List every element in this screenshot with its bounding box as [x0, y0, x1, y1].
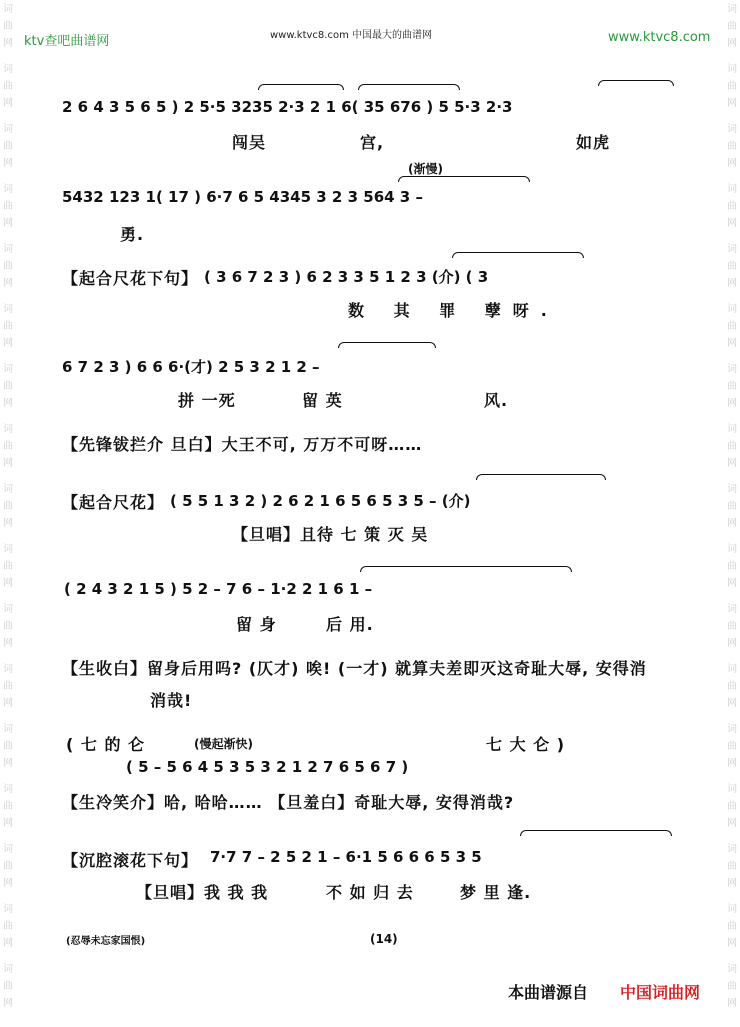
watermark-char: 词: [3, 64, 13, 75]
watermark-char: 曲: [3, 21, 13, 32]
watermark-char: 词: [727, 964, 737, 975]
watermark-char: 词: [3, 364, 13, 375]
footer-title: (忍辱未忘家国恨): [66, 936, 146, 947]
watermark-char: 曲: [3, 441, 13, 452]
score-line-9-music: ( 5 – 5 6 4 5 3 5 3 2 1 2 7 6 5 6 7 ): [126, 758, 409, 776]
watermark-char: 网: [3, 38, 13, 49]
tempo-mark-manqi-jiankuai: (慢起渐快): [194, 737, 253, 751]
slur-mark: [358, 84, 460, 90]
watermark-char: 词: [3, 964, 13, 975]
watermark-char: 网: [727, 578, 737, 589]
watermark-char: 词: [3, 484, 13, 495]
watermark-char: 网: [727, 518, 737, 529]
watermark-char: 曲: [727, 261, 737, 272]
watermark-char: 网: [727, 398, 737, 409]
site-tagline: www.ktvc8.com 中国最大的曲谱网: [270, 30, 433, 41]
site-name-left: ktv查吧曲谱网: [24, 34, 110, 49]
section-label-qihe-chihua-xiaju: 【起合尺花下句】: [62, 269, 199, 288]
watermark-char: 曲: [3, 261, 13, 272]
watermark-char: 网: [727, 158, 737, 169]
right-watermark-column: [724, 0, 740, 1027]
watermark-char: 网: [3, 698, 13, 709]
slur-mark: [598, 80, 674, 86]
watermark-char: 词: [3, 784, 13, 795]
watermark-char: 曲: [3, 201, 13, 212]
watermark-char: 词: [727, 604, 737, 615]
source-site-link[interactable]: 中国词曲网: [620, 983, 701, 1002]
watermark-char: 曲: [727, 801, 737, 812]
watermark-char: 词: [3, 244, 13, 255]
watermark-char: 曲: [3, 921, 13, 932]
watermark-char: 网: [727, 758, 737, 769]
watermark-char: 曲: [3, 561, 13, 572]
lyric-line-11-b: 不 如 归 去: [326, 883, 414, 902]
lyric-line-3: 数 其 罪 孽呀.: [348, 301, 559, 320]
watermark-char: 网: [3, 758, 13, 769]
stage-direction-1: 【先锋钹拦介 旦白】大王不可, 万万不可呀……: [62, 435, 423, 454]
watermark-char: 词: [3, 544, 13, 555]
lyric-line-1-a: 闯吴: [232, 133, 267, 152]
watermark-char: 曲: [727, 441, 737, 452]
watermark-char: 曲: [727, 861, 737, 872]
watermark-char: 曲: [727, 201, 737, 212]
slur-mark: [520, 830, 672, 836]
watermark-char: 曲: [727, 321, 737, 332]
watermark-char: 曲: [727, 981, 737, 992]
watermark-char: 曲: [3, 741, 13, 752]
watermark-char: 网: [3, 218, 13, 229]
watermark-char: 曲: [727, 741, 737, 752]
watermark-char: 网: [3, 518, 13, 529]
watermark-char: 词: [3, 604, 13, 615]
section-label-qihe-chihua: 【起合尺花】: [62, 493, 165, 512]
watermark-char: 词: [727, 304, 737, 315]
slur-mark: [258, 84, 344, 90]
watermark-char: 网: [727, 638, 737, 649]
slur-mark: [476, 474, 606, 480]
watermark-char: 词: [727, 364, 737, 375]
watermark-char: 词: [3, 724, 13, 735]
lyric-line-6: 【旦唱】且待 七 策 灭 吴: [232, 525, 429, 544]
watermark-char: 网: [3, 878, 13, 889]
watermark-char: 词: [727, 64, 737, 75]
watermark-char: 网: [727, 938, 737, 949]
watermark-char: 词: [727, 664, 737, 675]
watermark-char: 词: [3, 304, 13, 315]
score-line-1-music: 2 6 4 3 5 6 5 ) 2 5·5 3235 2·3 2 1 6( 35 676 ) 5 5·3 2·3: [62, 98, 513, 116]
watermark-char: 词: [727, 724, 737, 735]
watermark-char: 网: [727, 458, 737, 469]
watermark-char: 曲: [3, 861, 13, 872]
watermark-char: 词: [727, 4, 737, 15]
watermark-char: 网: [727, 338, 737, 349]
watermark-char: 曲: [3, 981, 13, 992]
watermark-char: 词: [3, 844, 13, 855]
watermark-char: 网: [727, 698, 737, 709]
score-line-6-music: ( 5 5 1 3 2 ) 2 6 2 1 6 5 6 5 3 5 – (介): [170, 492, 471, 510]
watermark-char: 网: [3, 998, 13, 1009]
lyric-line-7-a: 留 身: [236, 615, 277, 634]
slur-mark: [452, 252, 584, 258]
site-url-right: www.ktvc8.com: [608, 30, 711, 45]
tempo-mark-jianman: (渐慢): [408, 162, 443, 176]
score-line-4-music: 6 7 2 3 ) 6 6 6·(才) 2 5 3 2 1 2 –: [62, 358, 320, 376]
watermark-char: 曲: [727, 141, 737, 152]
watermark-char: 曲: [3, 141, 13, 152]
watermark-char: 网: [3, 818, 13, 829]
watermark-char: 词: [3, 424, 13, 435]
watermark-char: 曲: [727, 921, 737, 932]
watermark-char: 网: [3, 638, 13, 649]
watermark-char: 网: [727, 38, 737, 49]
watermark-char: 网: [727, 998, 737, 1009]
watermark-char: 网: [727, 818, 737, 829]
watermark-char: 曲: [3, 621, 13, 632]
watermark-char: 词: [727, 484, 737, 495]
watermark-char: 网: [727, 98, 737, 109]
watermark-char: 词: [727, 184, 737, 195]
score-line-7-music: ( 2 4 3 2 1 5 ) 5 2 – 7 6 – 1·2 2 1 6 1 –: [64, 580, 373, 598]
score-line-3-music: ( 3 6 7 2 3 ) 6 2 3 3 5 1 2 3 (介) ( 3: [204, 268, 489, 286]
watermark-char: 词: [727, 544, 737, 555]
watermark-char: 曲: [727, 681, 737, 692]
lyric-line-2: 勇.: [120, 225, 145, 244]
percussion-left: ( 七 的 仑: [66, 735, 146, 754]
watermark-char: 词: [727, 244, 737, 255]
watermark-char: 词: [727, 124, 737, 135]
watermark-char: 词: [727, 844, 737, 855]
watermark-char: 网: [727, 278, 737, 289]
watermark-char: 曲: [727, 381, 737, 392]
stage-direction-3: 【生冷笑介】哈, 哈哈…… 【旦羞白】奇耻大辱, 安得消哉?: [62, 793, 515, 812]
watermark-char: 词: [3, 904, 13, 915]
page-number: (14): [370, 932, 398, 946]
watermark-char: 网: [3, 98, 13, 109]
watermark-char: 曲: [3, 81, 13, 92]
watermark-char: 曲: [3, 381, 13, 392]
source-prefix: 本曲谱源自: [508, 983, 589, 1002]
watermark-char: 网: [3, 938, 13, 949]
lyric-line-4-b: 留 英: [302, 391, 343, 410]
watermark-char: 网: [3, 278, 13, 289]
watermark-char: 曲: [727, 81, 737, 92]
watermark-char: 曲: [727, 621, 737, 632]
section-label-chenqiang-gunhua-xiaju: 【沉腔滚花下句】: [62, 851, 199, 870]
watermark-char: 网: [3, 578, 13, 589]
watermark-char: 词: [727, 424, 737, 435]
left-watermark-column: [0, 0, 16, 1027]
watermark-char: 词: [727, 784, 737, 795]
watermark-char: 词: [3, 184, 13, 195]
watermark-char: 词: [3, 124, 13, 135]
watermark-char: 网: [727, 218, 737, 229]
lyric-line-4-c: 风.: [484, 391, 509, 410]
slur-mark: [338, 342, 436, 348]
score-line-11-music: 7·7 7 – 2 5 2 1 – 6·1 5 6 6 6 5 3 5: [210, 848, 482, 866]
stage-direction-2-cont: 消哉!: [150, 691, 193, 710]
lyric-line-4-a: 拼 一死: [178, 391, 236, 410]
stage-direction-2: 【生收白】留身后用吗? (仄才) 唉! (一才) 就算夫差即灭这奇耻大辱, 安得消: [62, 659, 647, 678]
watermark-char: 曲: [3, 501, 13, 512]
watermark-char: 网: [3, 338, 13, 349]
watermark-char: 网: [727, 878, 737, 889]
lyric-line-11-c: 梦 里 逢.: [460, 883, 532, 902]
watermark-char: 曲: [727, 501, 737, 512]
watermark-char: 曲: [3, 801, 13, 812]
percussion-right: 七 大 仑 ): [486, 735, 566, 754]
lyric-line-1-c: 如虎: [576, 133, 611, 152]
watermark-char: 网: [3, 158, 13, 169]
watermark-char: 曲: [3, 321, 13, 332]
watermark-char: 曲: [727, 21, 737, 32]
score-line-2-music: 5432 123 1( 17 ) 6·7 6 5 4345 3 2 3 564 3 –: [62, 188, 423, 206]
watermark-char: 词: [3, 664, 13, 675]
slur-mark: [398, 176, 530, 182]
watermark-char: 曲: [727, 561, 737, 572]
watermark-char: 词: [727, 904, 737, 915]
lyric-line-1-b: 宫,: [360, 133, 385, 152]
watermark-char: 词: [3, 4, 13, 15]
watermark-char: 网: [3, 398, 13, 409]
watermark-char: 曲: [3, 681, 13, 692]
lyric-line-11-a: 【旦唱】我 我 我: [136, 883, 269, 902]
watermark-char: 网: [3, 458, 13, 469]
slur-mark: [360, 566, 572, 572]
lyric-line-7-b: 后 用.: [326, 615, 374, 634]
